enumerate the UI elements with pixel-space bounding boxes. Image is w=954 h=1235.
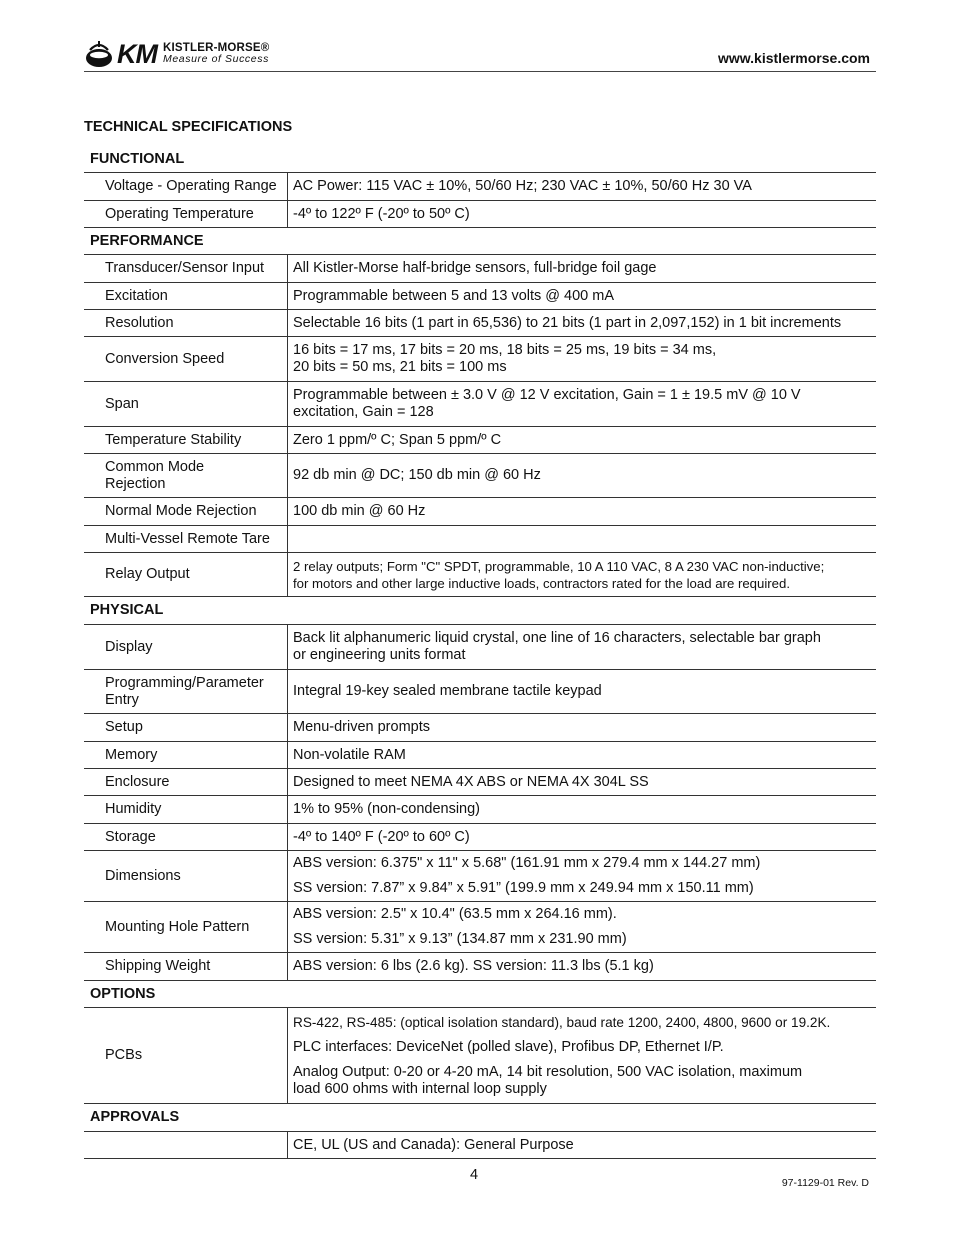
table-row bbox=[84, 625, 876, 670]
spec-value: All Kistler-Morse half-bridge sensors, full-bridge foil gage bbox=[288, 255, 877, 283]
logo-emblem-icon bbox=[84, 38, 114, 70]
spec-label: Multi-Vessel Remote Tare bbox=[84, 526, 288, 553]
spec-label: Relay Output bbox=[84, 553, 288, 597]
page-title: TECHNICAL SPECIFICATIONS bbox=[84, 119, 293, 135]
spec-value: Zero 1 ppm/º C; Span 5 ppm/º C bbox=[288, 427, 877, 454]
spec-value: -4º to 122º F (-20º to 50º C) bbox=[288, 201, 877, 228]
spec-value-line: ABS version: 2.5" x 10.4" (63.5 mm x 264.16 mm). bbox=[293, 906, 617, 922]
spec-label: Temperature Stability bbox=[84, 427, 288, 454]
spec-label-line: Entry bbox=[105, 691, 139, 708]
spec-label: Shipping Weight bbox=[84, 953, 288, 981]
table-row bbox=[84, 1132, 876, 1159]
section-heading: OPTIONS bbox=[84, 981, 876, 1008]
spec-label: Dimensions bbox=[84, 851, 288, 902]
table-row bbox=[84, 201, 876, 228]
spec-label bbox=[84, 454, 288, 498]
table-row bbox=[84, 427, 876, 454]
logo-text bbox=[163, 43, 269, 65]
table-row bbox=[84, 902, 876, 953]
spec-value-line: SS version: 7.87” x 9.84” x 5.91” (199.9 mm x 249.94 mm x 150.11 mm) bbox=[293, 880, 754, 896]
spec-value: AC Power: 115 VAC ± 10%, 50/60 Hz; 230 VAC ± 10%, 50/60 Hz 30 VA bbox=[288, 173, 877, 201]
table-row bbox=[84, 173, 876, 201]
spec-value: -4º to 140º F (-20º to 60º C) bbox=[288, 824, 877, 851]
table-row bbox=[84, 310, 876, 337]
table-row bbox=[84, 337, 876, 382]
spec-value-line: or engineering units format bbox=[293, 647, 466, 663]
section-heading: PHYSICAL bbox=[84, 597, 876, 625]
spec-table bbox=[84, 146, 876, 1159]
spec-value bbox=[288, 902, 877, 953]
table-row bbox=[84, 796, 876, 824]
spec-label: Memory bbox=[84, 742, 288, 769]
spec-value: 1% to 95% (non-condensing) bbox=[288, 796, 877, 824]
spec-value: ABS version: 6 lbs (2.6 kg). SS version: 11.3 lbs (5.1 kg) bbox=[288, 953, 877, 981]
section-performance bbox=[84, 228, 876, 255]
company-logo bbox=[84, 38, 269, 70]
spec-value-line: 2 relay outputs; Form "C" SPDT, programmable, 10 A 110 VAC, 8 A 230 VAC non-inductive; bbox=[293, 558, 825, 574]
spec-label-line: Rejection bbox=[105, 475, 166, 492]
spec-label-line: Common Mode bbox=[105, 458, 205, 475]
table-row bbox=[84, 742, 876, 769]
spec-value: Designed to meet NEMA 4X ABS or NEMA 4X 304L SS bbox=[288, 769, 877, 796]
spec-value-line: for motors and other large inductive loads, contractors rated for the load are required. bbox=[293, 575, 790, 591]
table-row bbox=[84, 454, 876, 498]
section-functional bbox=[84, 146, 876, 173]
spec-value bbox=[288, 1008, 877, 1104]
spec-value-line: load 600 ohms with internal loop supply bbox=[293, 1080, 547, 1097]
spec-value-line: RS-422, RS-485: (optical isolation standard), baud rate 1200, 2400, 4800, 9600 or 19.2K. bbox=[293, 1014, 831, 1030]
spec-value: Integral 19-key sealed membrane tactile keypad bbox=[288, 670, 877, 714]
page-header bbox=[84, 36, 876, 72]
spec-value: 92 db min @ DC; 150 db min @ 60 Hz bbox=[288, 454, 877, 498]
spec-value bbox=[288, 382, 877, 427]
spec-label bbox=[84, 670, 288, 714]
table-row bbox=[84, 824, 876, 851]
spec-value bbox=[288, 851, 877, 902]
spec-label: Storage bbox=[84, 824, 288, 851]
section-options bbox=[84, 981, 876, 1008]
spec-label: Setup bbox=[84, 714, 288, 742]
spec-label: Humidity bbox=[84, 796, 288, 824]
table-row bbox=[84, 498, 876, 526]
spec-label: Transducer/Sensor Input bbox=[84, 255, 288, 283]
spec-value-line: ABS version: 6.375" x 11" x 5.68" (161.91 mm x 279.4 mm x 144.27 mm) bbox=[293, 855, 761, 871]
spec-label: Span bbox=[84, 382, 288, 427]
spec-value: Programmable between 5 and 13 volts @ 400 mA bbox=[288, 283, 877, 310]
spec-label: Excitation bbox=[84, 283, 288, 310]
document-number: 97-1129-01 Rev. D bbox=[781, 1177, 869, 1189]
spec-value bbox=[288, 625, 877, 670]
spec-value bbox=[288, 553, 877, 597]
spec-label: Mounting Hole Pattern bbox=[84, 902, 288, 953]
spec-value: Menu-driven prompts bbox=[288, 714, 877, 742]
table-row bbox=[84, 526, 876, 553]
spec-value-line: excitation, Gain = 128 bbox=[293, 404, 434, 420]
spec-value-line: Back lit alphanumeric liquid crystal, one line of 16 characters, selectable bar graph bbox=[293, 630, 821, 646]
spec-value: Non-volatile RAM bbox=[288, 742, 877, 769]
spec-value-line: 20 bits = 50 ms, 21 bits = 100 ms bbox=[293, 359, 507, 375]
table-row bbox=[84, 1008, 876, 1104]
section-heading: FUNCTIONAL bbox=[84, 146, 876, 173]
spec-label: PCBs bbox=[84, 1008, 288, 1104]
logo-brand: KISTLER-MORSE® bbox=[163, 42, 270, 54]
logo-tagline: Measure of Success bbox=[163, 53, 269, 65]
spec-label: Normal Mode Rejection bbox=[84, 498, 288, 526]
spec-value-line: SS version: 5.31” x 9.13” (134.87 mm x 231.90 mm) bbox=[293, 931, 627, 947]
table-row bbox=[84, 255, 876, 283]
page-number: 4 bbox=[470, 1167, 479, 1183]
spec-value-line: 16 bits = 17 ms, 17 bits = 20 ms, 18 bits = 25 ms, 19 bits = 34 ms, bbox=[293, 342, 717, 358]
spec-value-line: Analog Output: 0-20 or 4-20 mA, 14 bit resolution, 500 VAC isolation, maximum bbox=[293, 1063, 803, 1080]
table-row bbox=[84, 851, 876, 902]
spec-label: Enclosure bbox=[84, 769, 288, 796]
logo-initials: KM bbox=[117, 38, 157, 69]
section-heading: PERFORMANCE bbox=[84, 228, 876, 255]
spec-value bbox=[288, 337, 877, 382]
section-heading: APPROVALS bbox=[84, 1104, 876, 1132]
header-divider bbox=[84, 71, 876, 72]
table-row bbox=[84, 953, 876, 981]
spec-value: 100 db min @ 60 Hz bbox=[288, 498, 877, 526]
spec-value: Selectable 16 bits (1 part in 65,536) to 21 bits (1 part in 2,097,152) in 1 bit increments bbox=[288, 310, 877, 337]
table-row bbox=[84, 714, 876, 742]
table-row bbox=[84, 283, 876, 310]
spec-label-line: Programming/Parameter bbox=[105, 674, 264, 691]
spec-value-line: Programmable between ± 3.0 V @ 12 V excitation, Gain = 1 ± 19.5 mV @ 10 V bbox=[293, 387, 801, 403]
table-row bbox=[84, 769, 876, 796]
spec-label: Resolution bbox=[84, 310, 288, 337]
spec-label: Display bbox=[84, 625, 288, 670]
spec-value: CE, UL (US and Canada): General Purpose bbox=[288, 1132, 877, 1159]
section-physical bbox=[84, 597, 876, 625]
spec-value-line: PLC interfaces: DeviceNet (polled slave), Profibus DP, Ethernet I/P. bbox=[293, 1038, 724, 1055]
spec-label: Conversion Speed bbox=[84, 337, 288, 382]
table-row bbox=[84, 670, 876, 714]
spec-label: Voltage - Operating Range bbox=[84, 173, 288, 201]
table-row bbox=[84, 553, 876, 597]
website-url: www.kistlermorse.com bbox=[718, 50, 870, 66]
table-row bbox=[84, 382, 876, 427]
spec-value bbox=[288, 526, 877, 553]
spec-label bbox=[84, 1132, 288, 1159]
spec-label: Operating Temperature bbox=[84, 201, 288, 228]
section-approvals bbox=[84, 1104, 876, 1132]
